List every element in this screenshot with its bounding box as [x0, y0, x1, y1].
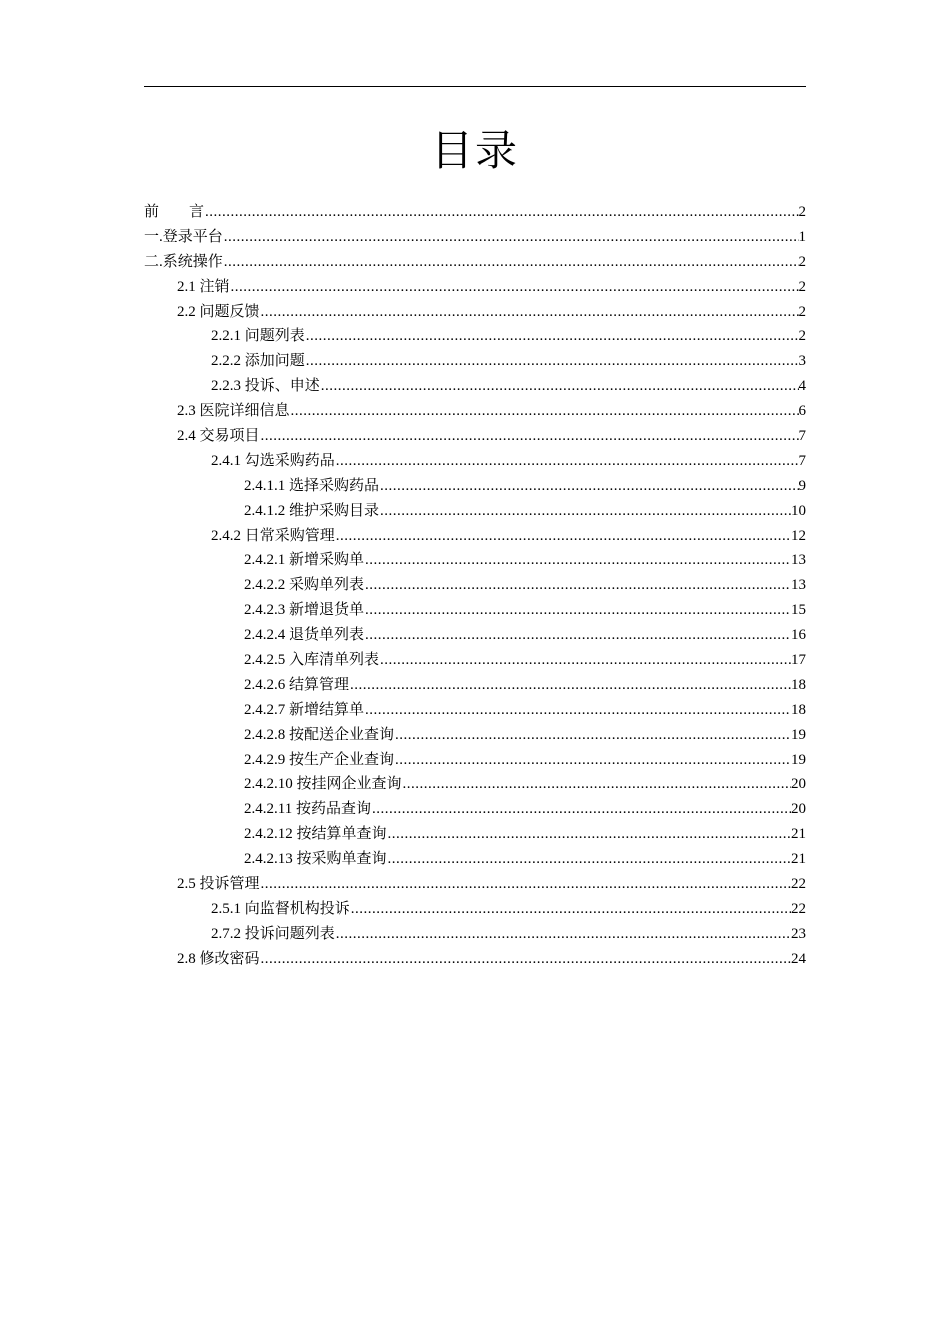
toc-entry[interactable]	[144, 573, 806, 598]
toc-entry[interactable]	[144, 723, 806, 748]
toc-entry-page-number: 7	[798, 452, 806, 469]
toc-dot-leader	[261, 947, 791, 972]
toc-entry-page-number: 13	[791, 577, 806, 594]
toc-entry-label: 2.2.1 问题列表	[211, 328, 305, 345]
toc-entry[interactable]	[144, 499, 806, 524]
toc-dot-leader	[306, 349, 799, 374]
toc-entry-page-number: 19	[791, 726, 806, 743]
toc-entry[interactable]	[144, 548, 806, 573]
toc-entry-page-number: 16	[791, 627, 806, 644]
toc-entry[interactable]	[144, 698, 806, 723]
toc-dot-leader	[306, 324, 799, 349]
toc-entry[interactable]	[144, 524, 806, 549]
toc-dot-leader	[224, 225, 799, 250]
toc-entry-label: 2.4.2.13 按采购单查询	[244, 851, 387, 868]
toc-entry[interactable]	[144, 598, 806, 623]
toc-dot-leader	[351, 897, 791, 922]
toc-entry[interactable]	[144, 474, 806, 499]
toc-dot-leader	[388, 847, 791, 872]
toc-entry-label: 二.系统操作	[144, 253, 223, 270]
toc-entry-label: 2.1 注销	[177, 278, 230, 295]
toc-entry-page-number: 19	[791, 751, 806, 768]
toc-entry-label: 2.4 交易项目	[177, 428, 260, 445]
toc-entry-page-number: 21	[791, 851, 806, 868]
toc-entry[interactable]	[144, 275, 806, 300]
toc-entry[interactable]	[144, 349, 806, 374]
toc-entry-page-number: 2	[798, 204, 806, 220]
toc-dot-leader	[291, 399, 799, 424]
toc-entry-label: 2.4.2.6 结算管理	[244, 676, 350, 693]
toc-entry-label: 2.8 修改密码	[177, 950, 260, 967]
toc-dot-leader	[395, 748, 791, 773]
toc-dot-leader	[365, 548, 791, 573]
toc-entry-label: 2.4.2.1 新增采购单	[244, 552, 365, 569]
toc-entry[interactable]	[144, 897, 806, 922]
toc-entry-page-number: 18	[791, 676, 806, 693]
toc-entry-label: 2.4.1.1 选择采购药品	[244, 477, 380, 494]
toc-dot-leader	[403, 772, 791, 797]
toc-entry-page-number: 7	[798, 428, 806, 445]
toc-dot-leader	[224, 250, 799, 275]
header-rule	[144, 86, 806, 87]
toc-entry-label: 2.4.2.11 按药品查询	[244, 801, 371, 818]
toc-entry-page-number: 17	[791, 652, 806, 669]
toc-entry-page-number: 2	[798, 303, 806, 320]
toc-entry-page-number: 3	[798, 353, 806, 370]
toc-dot-leader	[365, 598, 791, 623]
toc-dot-leader	[365, 623, 791, 648]
toc-entry[interactable]	[144, 399, 806, 424]
toc-entry-label: 2.4.2 日常采购管理	[211, 527, 335, 544]
toc-dot-leader	[261, 424, 799, 449]
toc-entry-page-number: 10	[791, 502, 806, 519]
toc-dot-leader	[380, 648, 791, 673]
toc-entry-label: 2.2 问题反馈	[177, 303, 260, 320]
toc-entry[interactable]	[144, 772, 806, 797]
toc-entry-label: 2.4.2.3 新增退货单	[244, 602, 365, 619]
toc-entry-page-number: 22	[791, 876, 806, 893]
toc-dot-leader	[321, 374, 799, 399]
toc-dot-leader	[365, 573, 791, 598]
toc-entry-label: 2.5 投诉管理	[177, 876, 260, 893]
toc-entry[interactable]	[144, 922, 806, 947]
toc-entry-label: 2.4.1 勾选采购药品	[211, 452, 335, 469]
toc-entry-label: 2.4.2.7 新增结算单	[244, 701, 365, 718]
toc-entry-page-number: 20	[791, 776, 806, 793]
toc-entry[interactable]	[144, 300, 806, 325]
toc-entry[interactable]	[144, 797, 806, 822]
toc-entry-page-number: 2	[798, 253, 806, 270]
toc-entry[interactable]	[144, 822, 806, 847]
toc-entry-page-number: 13	[791, 552, 806, 569]
toc-entry-label: 2.4.2.2 采购单列表	[244, 577, 365, 594]
toc-entry-label: 2.7.2 投诉问题列表	[211, 925, 335, 942]
table-of-contents	[144, 200, 806, 972]
toc-entry-label: 2.4.2.9 按生产企业查询	[244, 751, 395, 768]
toc-entry[interactable]	[144, 225, 806, 250]
toc-entry-page-number: 15	[791, 602, 806, 619]
toc-dot-leader	[388, 822, 791, 847]
toc-entry-page-number: 24	[791, 950, 806, 967]
toc-dot-leader	[350, 673, 791, 698]
toc-entry-page-number: 1	[798, 228, 806, 245]
toc-dot-leader	[372, 797, 791, 822]
toc-entry-page-number: 21	[791, 826, 806, 843]
toc-dot-leader	[261, 872, 791, 897]
toc-entry-page-number: 2	[798, 328, 806, 345]
toc-entry-page-number: 6	[798, 403, 806, 420]
toc-entry[interactable]	[144, 847, 806, 872]
toc-dot-leader	[261, 300, 799, 325]
page-title: 目录	[430, 129, 519, 175]
toc-dot-leader	[380, 499, 791, 524]
toc-entry-label: 2.4.2.12 按结算单查询	[244, 826, 387, 843]
toc-entry-label: 2.2.2 添加问题	[211, 353, 305, 370]
toc-dot-leader	[380, 474, 798, 499]
toc-entry-label: 2.4.1.2 维护采购目录	[244, 502, 380, 519]
toc-entry-label: 2.2.3 投诉、申述	[211, 378, 320, 395]
toc-entry[interactable]	[144, 324, 806, 349]
toc-entry-page-number: 2	[798, 278, 806, 295]
toc-entry[interactable]	[144, 623, 806, 648]
toc-entry[interactable]	[144, 748, 806, 773]
toc-dot-leader	[395, 723, 791, 748]
toc-entry-page-number: 4	[798, 378, 806, 395]
toc-entry-label: 2.4.2.10 按挂网企业查询	[244, 776, 402, 793]
toc-entry[interactable]	[144, 424, 806, 449]
toc-entry[interactable]	[144, 374, 806, 399]
toc-dot-leader	[336, 449, 799, 474]
toc-dot-leader	[336, 922, 791, 947]
toc-entry-label: 2.4.2.8 按配送企业查询	[244, 726, 395, 743]
toc-dot-leader	[365, 698, 791, 723]
toc-entry-label: 2.4.2.4 退货单列表	[244, 627, 365, 644]
toc-dot-leader	[336, 524, 791, 549]
toc-entry-page-number: 20	[791, 801, 806, 818]
toc-entry-page-number: 18	[791, 701, 806, 718]
toc-entry-label: 一.登录平台	[144, 228, 223, 245]
toc-entry-label: 2.5.1 向监督机构投诉	[211, 900, 350, 917]
toc-entry-label: 2.3 医院详细信息	[177, 403, 290, 420]
toc-entry[interactable]	[144, 449, 806, 474]
toc-entry-page-number: 12	[791, 527, 806, 544]
toc-entry[interactable]	[144, 673, 806, 698]
toc-entry-label: 前 言	[144, 204, 205, 220]
toc-dot-leader	[231, 275, 799, 300]
toc-entry[interactable]	[144, 947, 806, 972]
toc-entry[interactable]	[144, 872, 806, 897]
toc-entry-page-number: 23	[791, 925, 806, 942]
toc-entry-page-number: 22	[791, 900, 806, 917]
toc-entry-label: 2.4.2.5 入库清单列表	[244, 652, 380, 669]
toc-entry[interactable]	[144, 250, 806, 275]
toc-dot-leader	[205, 200, 798, 225]
toc-entry[interactable]	[144, 648, 806, 673]
toc-entry[interactable]	[144, 200, 806, 225]
toc-entry-page-number: 9	[798, 477, 806, 494]
